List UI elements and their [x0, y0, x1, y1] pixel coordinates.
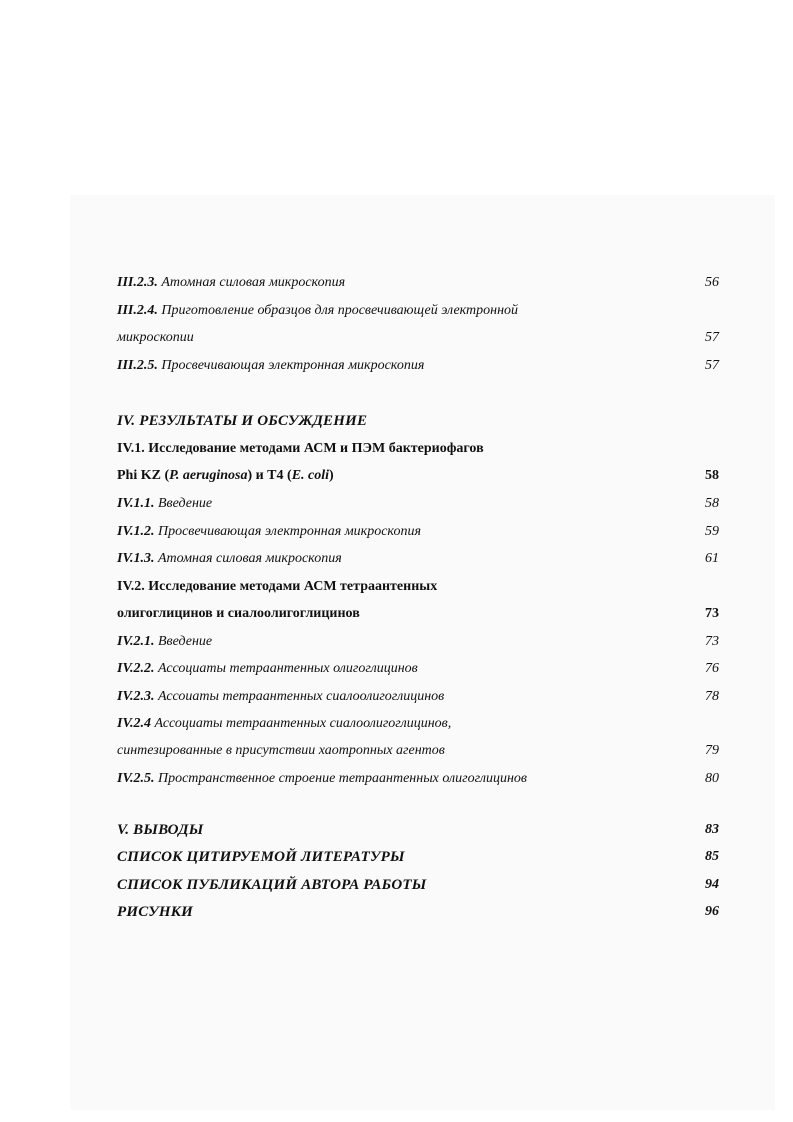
- chapter-title: IV. РЕЗУЛЬТАТЫ И ОБСУЖДЕНИЕ: [117, 413, 368, 429]
- toc-entry-iii-2-3: [117, 272, 719, 294]
- toc-chapter-v: [117, 819, 719, 841]
- toc-entry-iv-2-cont: [117, 603, 719, 625]
- section-title: Атомная силовая микроскопия: [157, 551, 342, 566]
- section-title: Просвечивающая электронная микроскопия: [161, 358, 425, 373]
- section-title: Введение: [157, 496, 213, 511]
- toc-entry-iv-1-1: [117, 493, 719, 515]
- toc-entry-iv-2-4-cont: [117, 740, 719, 762]
- page-number: 79: [705, 743, 719, 758]
- page-number: 73: [705, 606, 719, 621]
- page-number: 58: [705, 496, 719, 511]
- section-number: IV.2.2.: [117, 661, 155, 676]
- page-number: 94: [705, 877, 719, 892]
- toc-entry-iv-2: [117, 576, 719, 598]
- section-title-continued: олигоглицинов и сиалоолигоглицинов: [117, 606, 360, 621]
- section-title: Ассоиаты тетраантенных сиалоолигоглицинов: [157, 689, 445, 704]
- page-number: 73: [705, 634, 719, 649]
- species-name: P. aeruginosa: [169, 468, 248, 483]
- toc-entry-iv-1: [117, 438, 719, 460]
- page-number: 61: [705, 551, 719, 566]
- chapter-title: СПИСОК ЦИТИРУЕМОЙ ЛИТЕРАТУРЫ: [117, 849, 405, 865]
- page-number: 58: [705, 468, 719, 483]
- page-number: 57: [705, 358, 719, 373]
- page-number: 80: [705, 771, 719, 786]
- toc-entry-iv-2-4: [117, 713, 719, 735]
- section-number: IV.1.3.: [117, 551, 155, 566]
- page-number: 56: [705, 275, 719, 290]
- section-number: III.2.3.: [117, 275, 158, 290]
- chapter-title: V. ВЫВОДЫ: [117, 822, 204, 838]
- page-number: 83: [705, 822, 719, 837]
- page-number: 78: [705, 689, 719, 704]
- section-number: IV.1.1.: [117, 496, 155, 511]
- section-number: IV.1.2.: [117, 524, 155, 539]
- toc-entry-iv-1-3: [117, 548, 719, 570]
- section-title-continued: Phi KZ (P. aeruginosa) и T4 (E. coli): [117, 468, 334, 483]
- section-title: Атомная силовая микроскопия: [161, 275, 346, 290]
- chapter-title: РИСУНКИ: [117, 904, 193, 920]
- toc-entry-iv-2-3: [117, 686, 719, 708]
- section-number: III.2.4.: [117, 303, 158, 318]
- page-number: 96: [705, 904, 719, 919]
- section-title-continued: синтезированные в присутствии хаотропных агентов: [117, 743, 445, 758]
- page-number: 59: [705, 524, 719, 539]
- section-number: IV.2.1.: [117, 634, 155, 649]
- toc-entry-iv-2-2: [117, 658, 719, 680]
- toc-entry-iv-1-2: [117, 521, 719, 543]
- section-title: Введение: [157, 634, 213, 649]
- toc-entry-iii-2-5: [117, 355, 719, 377]
- section-title: Пространственное строение тетраантенных олигоглицинов: [157, 771, 528, 786]
- section-title: Просвечивающая электронная микроскопия: [157, 524, 421, 539]
- section-title: Ассоциаты тетраантенных сиалоолигоглицинов,: [154, 716, 452, 731]
- toc-publications: [117, 874, 719, 896]
- section-title: Ассоциаты тетраантенных олигоглицинов: [157, 661, 418, 676]
- toc-entry-iii-2-4: [117, 300, 719, 322]
- page-number: 85: [705, 849, 719, 864]
- section-title: Приготовление образцов для просвечивающей электронной: [161, 303, 519, 318]
- page-number: 76: [705, 661, 719, 676]
- toc-references: [117, 846, 719, 868]
- toc-figures: [117, 901, 719, 923]
- toc-entry-iv-1-cont: [117, 465, 719, 487]
- chapter-title: СПИСОК ПУБЛИКАЦИЙ АВТОРА РАБОТЫ: [117, 877, 427, 893]
- species-name: E. coli: [291, 468, 330, 483]
- section-title-continued: микроскопии: [117, 330, 194, 345]
- section-number: III.2.5.: [117, 358, 158, 373]
- toc-entry-iv-2-1: [117, 631, 719, 653]
- section-number: IV.2.5.: [117, 771, 155, 786]
- page-number: 57: [705, 330, 719, 345]
- section-number: IV.2.4: [117, 716, 151, 731]
- toc-chapter-iv: [117, 410, 719, 432]
- section-title: IV.2. Исследование методами АСМ тетраантенных: [117, 579, 438, 594]
- section-number: IV.2.3.: [117, 689, 155, 704]
- toc-entry-iii-2-4-cont: [117, 327, 719, 349]
- section-title: IV.1. Исследование методами АСМ и ПЭМ бактериофагов: [117, 441, 484, 456]
- toc-entry-iv-2-5: [117, 768, 719, 790]
